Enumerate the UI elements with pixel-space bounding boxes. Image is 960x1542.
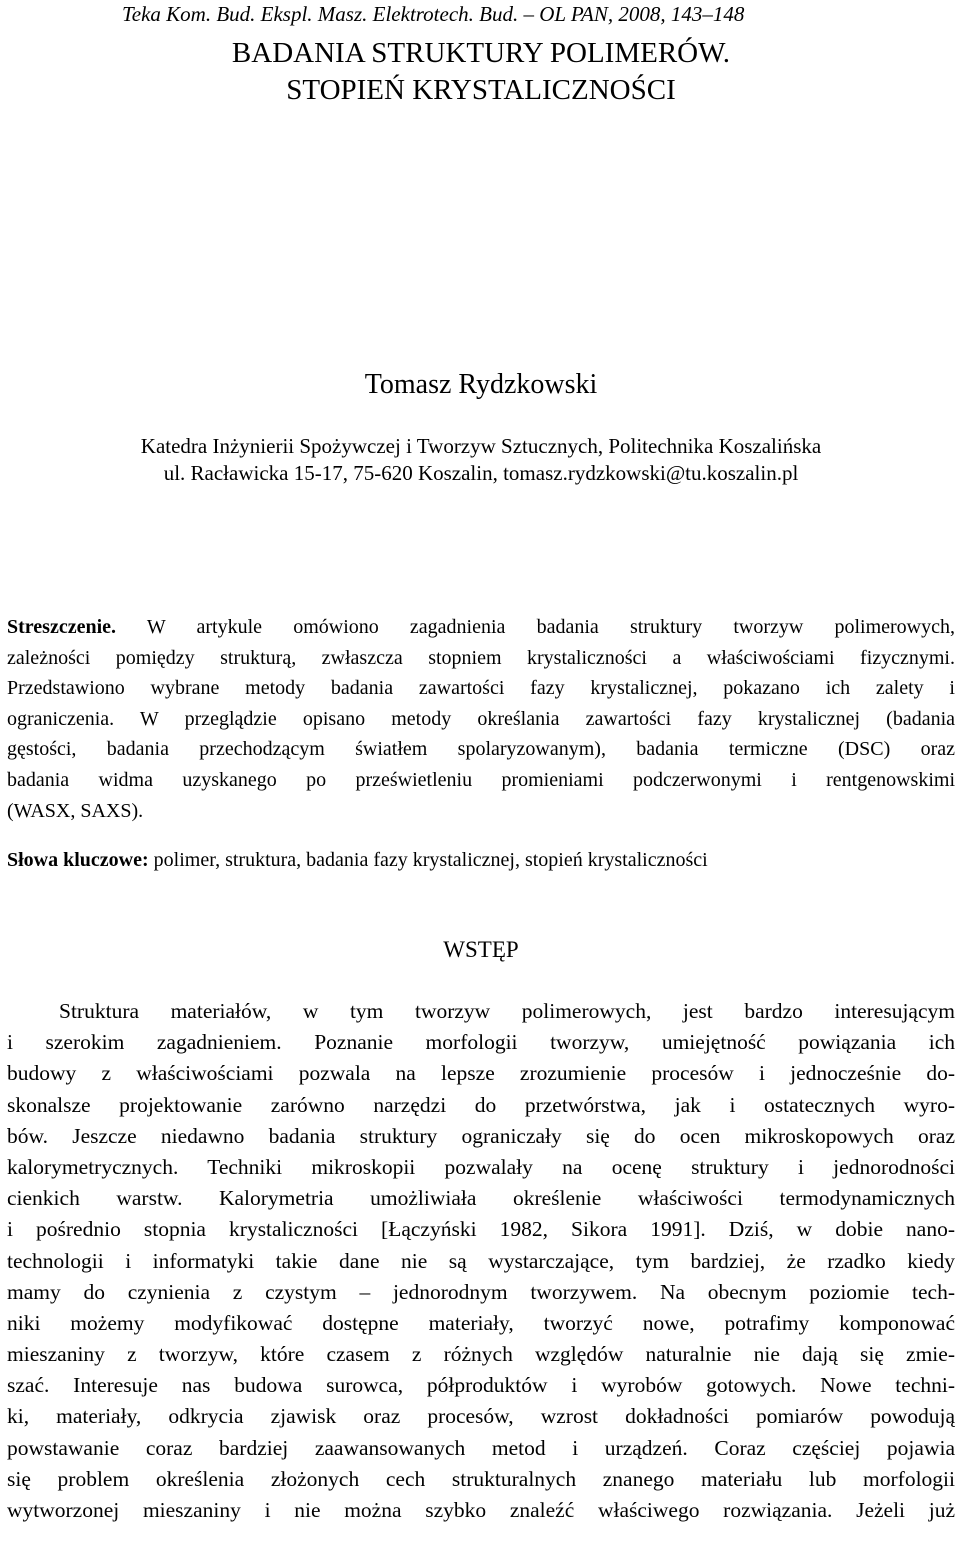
body-line: i pośrednio stopnia krystaliczności [Łączyński 1982, Sikora 1991]. Dziś, w dobie nano- (7, 1217, 955, 1242)
affiliation-line-1: Katedra Inżynierii Spożywczej i Tworzyw Sztucznych, Politechnika Koszalińska (140, 434, 822, 458)
body-line: i szerokim zagadnieniem. Poznanie morfologii tworzyw, umiejętność powiązania ich (7, 1030, 955, 1055)
abstract (7, 612, 955, 826)
body-line: budowy z właściwościami pozwala na lepsze zrozumienie procesów i jednocześnie do- (7, 1061, 955, 1086)
keywords-text: polimer, struktura, badania fazy krystalicznej, stopień krystaliczności (148, 849, 708, 871)
body-line: się problem określenia złożonych cech strukturalnych znanego materiału lub morfologii (7, 1466, 955, 1491)
abstract-line: ograniczenia. W przeglądzie opisano metody określania zawartości fazy krystalicznej (badania (7, 707, 955, 730)
abstract-label: Streszczenie. (7, 616, 117, 638)
author-name: Tomasz Rydzkowski (364, 369, 598, 400)
abstract-line: badania widma uzyskanego po prześwietleniu promieniami podczerwonymi i rentgenowskimi (7, 768, 955, 791)
body-line: cienkich warstw. Kalorymetria umożliwiała określenie właściwości termodynamicznych (7, 1186, 955, 1211)
body-text (7, 996, 955, 1526)
body-line: mieszaniny z tworzyw, które czasem z różnych względów naturalnie nie dają się zmie- (7, 1342, 955, 1367)
body-line: technologii i informatyki takie dane nie są wystarczające, tym bardziej, że rzadko kiedy (7, 1248, 955, 1273)
body-line: wytworzonej mieszaniny i nie można szybko znaleźć właściwego rozwiązania. Jeżeli już (7, 1498, 955, 1522)
body-line: bów. Jeszcze niedawno badania struktury ograniczały się do ocen mikroskopowych oraz (7, 1123, 955, 1148)
affiliation-line-2: ul. Racławicka 15-17, 75-620 Koszalin, tomasz.rydzkowski@tu.koszalin.pl (163, 461, 799, 485)
abstract-line: gęstości, badania przechodzącym światłem spolaryzowanym), badania termiczne (DSC) oraz (7, 738, 955, 761)
body-line: powstawanie coraz bardziej zaawansowanych metod i urządzeń. Coraz częściej pojawia (7, 1435, 955, 1460)
body-line: skonalsze projektowanie zarówno narzędzi do przetwórstwa, jak i ostatecznych wyro- (7, 1092, 955, 1117)
abstract-line (7, 612, 955, 643)
section-heading: WSTĘP (443, 937, 519, 962)
body-line: Struktura materiałów, w tym tworzyw polimerowych, jest bardzo interesującym (59, 999, 955, 1023)
abstract-text: W artykule omówiono zagadnienia badania struktury tworzyw polimerowych, (116, 616, 955, 638)
abstract-line: (WASX, SAXS). (7, 799, 144, 822)
title-line-1: BADANIA STRUKTURY POLIMERÓW. (231, 37, 731, 69)
body-line: kalorymetrycznych. Techniki mikroskopii pozwalały na ocenę struktury i jednorodności (7, 1154, 955, 1179)
body-line: niki możemy modyfikować dostępne materiały, tworzyć nowe, potrafimy komponować (7, 1310, 955, 1335)
abstract-line: zależności pomiędzy strukturą, zwłaszcza stopniem krystaliczności a właściwościami fizycznymi. (7, 646, 955, 669)
body-line: mamy do czynienia z czystym – jednorodnym tworzywem. Na obecnym poziomie tech- (7, 1279, 955, 1304)
title-line-2: STOPIEŃ KRYSTALICZNOŚCI (286, 74, 676, 106)
abstract-line: Przedstawiono wybrane metody badania zawartości fazy krystalicznej, pokazano ich zalety i (7, 677, 955, 700)
journal-header: Teka Kom. Bud. Ekspl. Masz. Elektrotech. Bud. – OL PAN, 2008, 143–148 (122, 2, 745, 26)
body-line: ki, materiały, odkrycia zjawisk oraz procesów, wzrost dokładności pomiarów powodują (7, 1404, 955, 1429)
body-line: szać. Interesuje nas budowa surowca, półproduktów i wyrobów gotowych. Nowe techni- (7, 1373, 955, 1398)
paper-page (7, 0, 955, 1542)
keywords-label: Słowa kluczowe: (7, 849, 149, 871)
keywords (7, 845, 955, 875)
